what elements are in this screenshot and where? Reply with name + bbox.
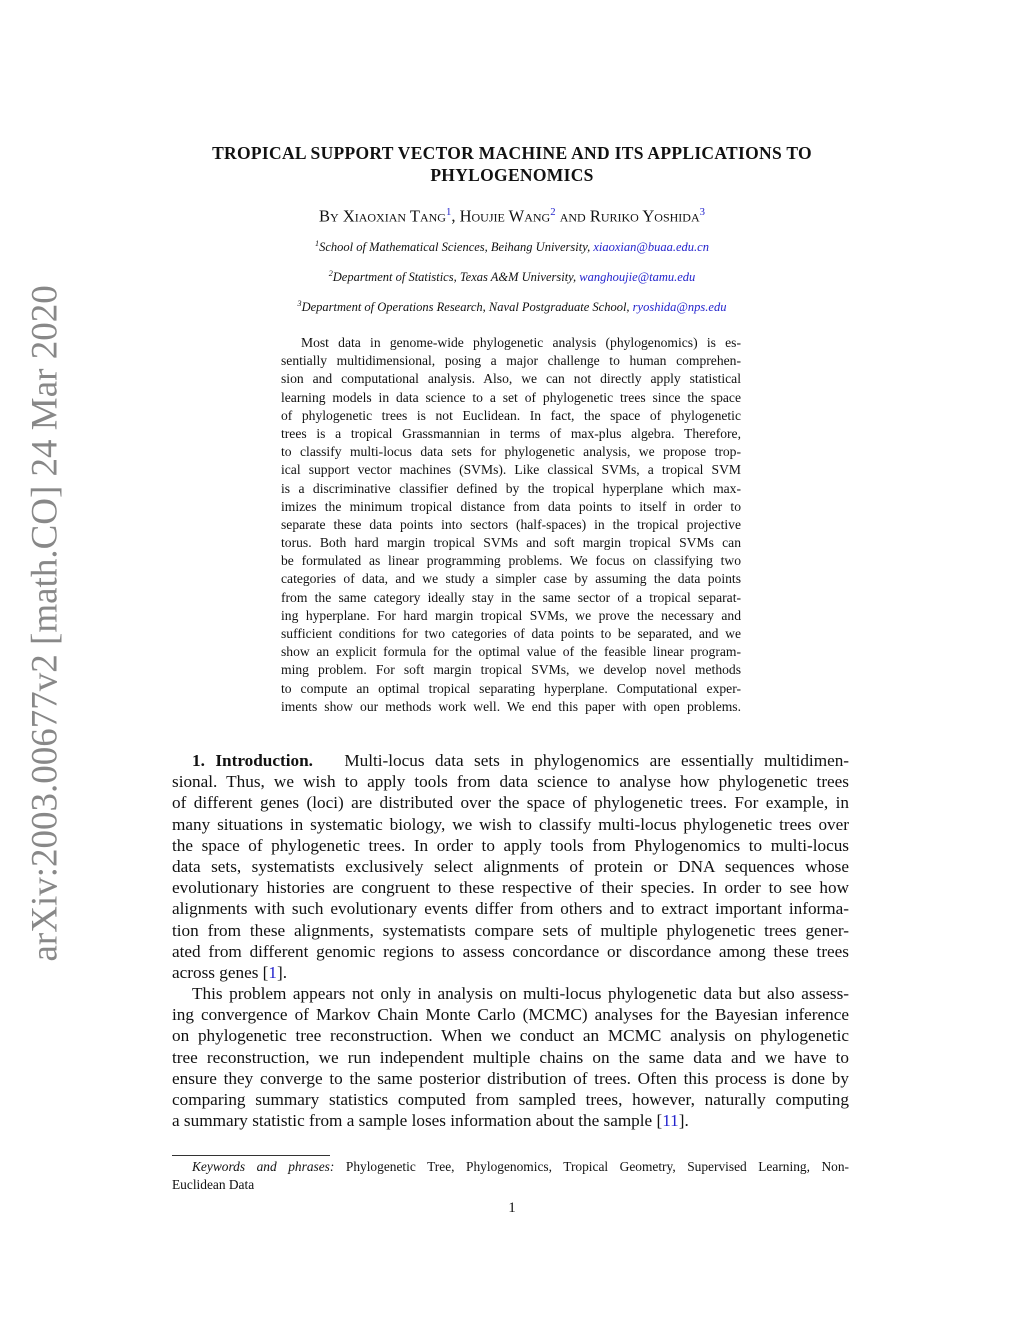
section-heading: 1. Introduction. bbox=[192, 751, 313, 770]
body-line: tree reconstruction, we run independent multiple chains on the same data and we have to bbox=[172, 1047, 849, 1067]
author-name: Ruriko Yoshida bbox=[589, 206, 700, 226]
affiliation-ref[interactable]: 2 bbox=[550, 206, 556, 218]
abstract-line: be formulated as linear programming problems. We focus on classifying two bbox=[281, 553, 741, 569]
body-line: tion from these alignments, systematists compare sets of multiple phylogenetic trees gener- bbox=[172, 920, 849, 940]
abstract-line: from the same category ideally stay in the same sector of a tropical separat- bbox=[281, 589, 741, 605]
body-line: data sets, systematists exclusively select alignments of protein or DNA sequences whose bbox=[172, 856, 849, 876]
keywords-text: Phylogenetic Tree, Phylogenomics, Tropical Geometry, Supervised Learning, Non- bbox=[334, 1159, 849, 1174]
abstract-line: ing hyperplane. For hard margin tropical SVMs, we prove the necessary and bbox=[281, 607, 741, 623]
body-line: the space of phylogenetic trees. In order to apply tools from Phylogenomics to multi-locus bbox=[172, 835, 849, 855]
author-name: Xiaoxian Tang bbox=[342, 206, 446, 226]
abstract-line: separate these data points into sectors (half-spaces) in the tropical projective bbox=[281, 516, 741, 532]
abstract-line: learning models in data science to a set of phylogenetic trees since the space bbox=[281, 389, 741, 405]
abstract-line: ical support vector machines (SVMs). Like classical SVMs, a tropical SVM bbox=[281, 462, 741, 478]
introduction-section bbox=[172, 750, 849, 1131]
body-line bbox=[172, 962, 849, 983]
abstract-line: sentially multidimensional, posing a major challenge to human comprehen- bbox=[281, 353, 741, 369]
body-line: evolutionary histories are congruent to these respective of their species. In order to see how bbox=[172, 878, 849, 898]
email-link[interactable]: wanghoujie@tamu.edu bbox=[579, 270, 696, 285]
keywords-label: Keywords and phrases: bbox=[192, 1159, 335, 1174]
abstract-line: ming problem. For soft margin tropical SVMs, we develop novel methods bbox=[281, 662, 741, 678]
body-text: ]. bbox=[678, 1111, 689, 1131]
page-number: 1 bbox=[508, 1200, 516, 1216]
body-line: ated from different genomic regions to assess concordance or discordance among these trees bbox=[172, 941, 849, 961]
affiliation bbox=[0, 269, 1024, 285]
affiliation bbox=[0, 299, 1024, 315]
author-line bbox=[0, 206, 1024, 227]
abstract-line: torus. Both hard margin tropical SVMs and soft margin tropical SVMs can bbox=[281, 535, 741, 551]
affiliation-text: School of Mathematical Sciences, Beihang University, bbox=[319, 240, 594, 255]
abstract-line: sufficient conditions for two categories of data points to be separated, and we bbox=[281, 626, 741, 641]
separator: , bbox=[451, 206, 460, 226]
body-line: of different genes (loci) are distributed over the space of phylogenetic trees. For example, in bbox=[172, 793, 849, 813]
affiliation-number: 1 bbox=[315, 239, 320, 248]
footnote bbox=[172, 1158, 849, 1194]
by-label: By bbox=[319, 206, 343, 226]
abstract-line: categories of data, and we study a simpler case by assuming the data points bbox=[281, 571, 741, 587]
body-text: a summary statistic from a sample loses information about the sample [ bbox=[172, 1111, 663, 1131]
abstract-line: is a discriminative classifier defined by the tropical hyperplane which max- bbox=[281, 480, 741, 496]
email-link[interactable]: ryoshida@nps.edu bbox=[632, 300, 727, 315]
abstract-line: sion and computational analysis. Also, we can not directly apply statistical bbox=[281, 371, 741, 387]
abstract-line: of phylogenetic trees is not Euclidean. In fact, the space of phylogenetic bbox=[281, 407, 741, 423]
abstract-line: show an explicit formula for the optimal value of the feasible linear program- bbox=[281, 644, 741, 660]
separator: and bbox=[555, 206, 590, 226]
affiliation-text: Department of Operations Research, Naval Postgraduate School, bbox=[301, 300, 633, 315]
abstract-line: iments show our methods work well. We end this paper with open problems. bbox=[281, 698, 741, 714]
body-line: ing convergence of Markov Chain Monte Carlo (MCMC) analyses for the Bayesian inference bbox=[172, 1005, 849, 1025]
abstract-line: to classify multi-locus data sets for phylogenetic analysis, we propose trop- bbox=[281, 444, 741, 460]
abstract-line: trees is a tropical Grassmannian in terms of max-plus algebra. Therefore, bbox=[281, 425, 741, 441]
body-text: ]. bbox=[277, 962, 288, 982]
body-text: Multi-locus data sets in phylogenomics are essentially multidimen- bbox=[344, 751, 850, 770]
affiliation-number: 3 bbox=[297, 299, 302, 308]
arxiv-stamp: arXiv:2003.00677v2 [math.CO] 24 Mar 2020 bbox=[24, 285, 66, 962]
body-line: This problem appears not only in analysis on multi-locus phylogenetic data but also assess- bbox=[192, 984, 849, 1004]
abstract bbox=[281, 334, 741, 716]
author-name: Houjie Wang bbox=[459, 206, 551, 226]
citation-link[interactable]: 1 bbox=[268, 962, 277, 982]
footnote-line: Euclidean Data bbox=[172, 1177, 255, 1192]
body-line bbox=[172, 1110, 849, 1131]
body-line: comparing summary statistics computed from sampled trees, however, naturally computing bbox=[172, 1090, 849, 1109]
footnote-line bbox=[172, 1158, 849, 1176]
body-line: many situations in systematic biology, we wish to classify multi-locus phylogenetic trees over bbox=[172, 814, 849, 834]
affiliation-ref[interactable]: 3 bbox=[699, 206, 705, 218]
affiliation-text: Department of Statistics, Texas A&M University, bbox=[332, 270, 580, 285]
affiliation-ref[interactable]: 1 bbox=[445, 206, 452, 218]
affiliation-number: 2 bbox=[328, 269, 333, 278]
body-line: alignments with such evolutionary events differ from others and to extract important informa- bbox=[172, 899, 849, 919]
affiliation bbox=[0, 239, 1024, 255]
body-line: ensure they converge to the same posterior distribution of trees. Often this process is done by bbox=[172, 1068, 849, 1088]
email-link[interactable]: xiaoxian@buaa.edu.cn bbox=[593, 240, 709, 255]
body-text: across genes [ bbox=[172, 962, 269, 982]
paper-title-line-2: PHYLOGENOMICS bbox=[430, 165, 594, 185]
body-line: on phylogenetic tree reconstruction. When we conduct an MCMC analysis on phylogenetic bbox=[172, 1026, 849, 1046]
body-line: sional. Thus, we wish to apply tools from data science to analyse how phylogenetic trees bbox=[172, 772, 849, 792]
paper-title-line-1: TROPICAL SUPPORT VECTOR MACHINE AND ITS APPLICATIONS TO bbox=[212, 143, 812, 163]
body-line bbox=[172, 750, 849, 771]
footnote-divider bbox=[172, 1155, 330, 1156]
abstract-line: imizes the minimum tropical distance from data points to itself in order to bbox=[281, 498, 741, 514]
citation-link[interactable]: 11 bbox=[662, 1111, 679, 1131]
abstract-line: Most data in genome-wide phylogenetic analysis (phylogenomics) is es- bbox=[301, 335, 741, 350]
abstract-line: to compute an optimal tropical separating hyperplane. Computational exper- bbox=[281, 680, 741, 696]
